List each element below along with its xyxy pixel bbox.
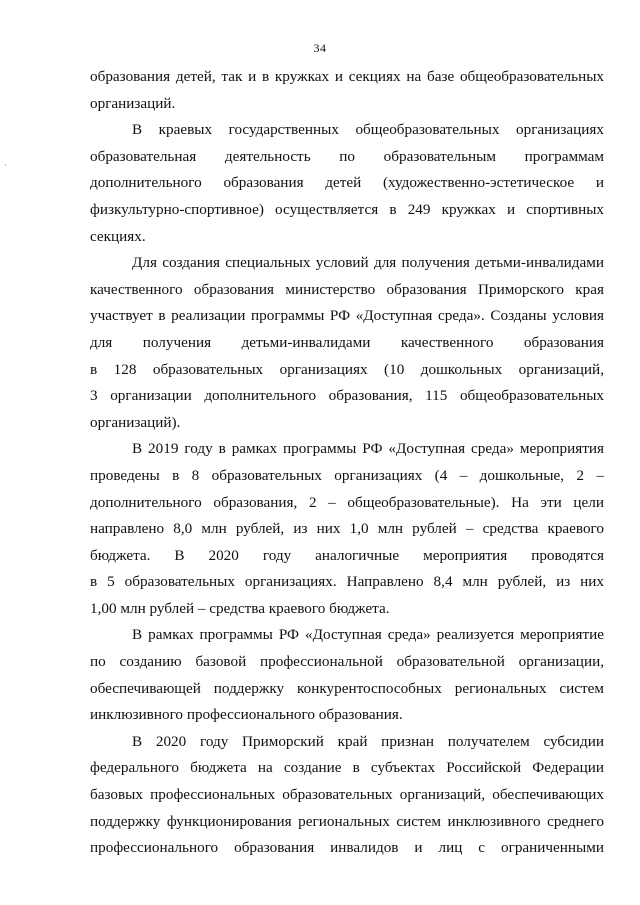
text-line: в 128 образовательных организациях (10 дошкольных организаций, — [90, 360, 604, 378]
text-line: проведены в 8 образовательных организациях (4 – дошкольные, 2 – — [90, 466, 604, 484]
page-number: 34 — [313, 41, 327, 55]
text-line: 3 организации дополнительного образования, 115 общеобразовательных — [90, 387, 604, 405]
paragraph — [90, 117, 604, 250]
text-line: дополнительного образования детей (художественно-эстетическое и — [90, 174, 604, 192]
text-line: дополнительного образования, 2 – общеобразовательные). На эти цели — [90, 493, 604, 511]
paragraph — [90, 436, 604, 622]
text-line: бюджета. В 2020 году аналогичные мероприятия проводятся — [90, 546, 604, 564]
text-line: организаций). — [90, 413, 181, 431]
text-line: профессионального образования инвалидов и лиц с ограниченными — [90, 839, 604, 857]
text-line: Для создания специальных условий для получения детьми-инвалидами — [132, 254, 604, 272]
text-line: В рамках программы РФ «Доступная среда» реализуется мероприятие — [132, 626, 604, 644]
text-line: направлено 8,0 млн рублей, из них 1,0 млн рублей – средства краевого — [90, 520, 604, 538]
text-line: 1,00 млн рублей – средства краевого бюджета. — [90, 599, 390, 617]
text-line: образовательная деятельность по образовательным программам — [90, 147, 604, 165]
text-line: федерального бюджета на создание в субъектах Российской Федерации — [90, 759, 604, 777]
paragraph — [90, 250, 604, 436]
text-line: организаций. — [90, 94, 176, 112]
text-line: качественного образования министерство образования Приморского края — [90, 280, 604, 298]
margin-mark: · — [4, 160, 7, 170]
text-line: участвует в реализации программы РФ «Доступная среда». Созданы условия — [90, 307, 604, 325]
paragraph — [90, 64, 604, 117]
text-line: образования детей, так и в кружках и секциях на базе общеобразовательных — [90, 68, 604, 85]
text-line: В 2019 году в рамках программы РФ «Доступная среда» мероприятия — [132, 440, 604, 458]
text-line: для получения детьми-инвалидами качественного образования — [90, 333, 604, 351]
text-line: обеспечивающей поддержку конкурентоспособных региональных систем — [90, 679, 604, 697]
text-line: инклюзивного профессионального образования. — [90, 706, 403, 724]
paragraph — [90, 622, 604, 728]
text-line: физкультурно-спортивное) осуществляется в 249 кружках и спортивных — [90, 200, 604, 218]
body-text — [90, 64, 604, 862]
text-line: поддержку функционирования региональных систем инклюзивного среднего — [90, 812, 604, 830]
text-line: секциях. — [90, 227, 146, 245]
text-line: В 2020 году Приморский край признан получателем субсидии — [132, 732, 604, 750]
text-line: В краевых государственных общеобразовательных организациях — [132, 121, 604, 139]
text-line: по созданию базовой профессиональной образовательной организации, — [90, 653, 604, 671]
text-line: базовых профессиональных образовательных организаций, обеспечивающих — [90, 786, 604, 804]
paragraph — [90, 729, 604, 862]
text-line: в 5 образовательных организациях. Направлено 8,4 млн рублей, из них — [90, 573, 604, 591]
